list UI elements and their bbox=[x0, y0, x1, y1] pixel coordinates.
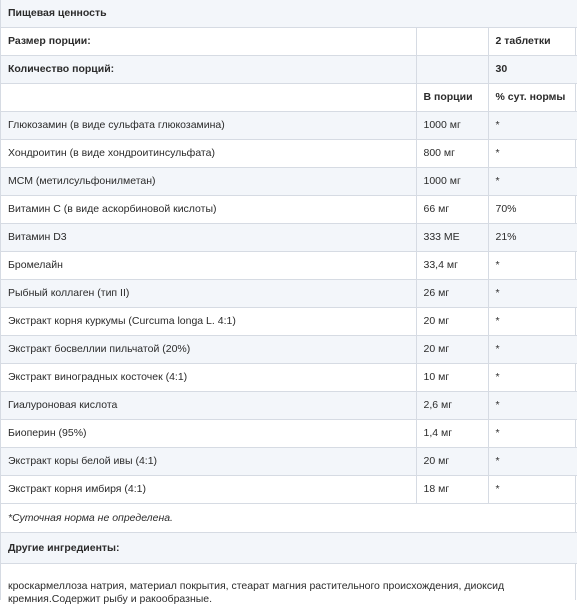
table-row bbox=[1, 140, 577, 168]
nutrient-daily-value: * bbox=[488, 140, 577, 168]
nutrient-name: МСМ (метилсульфонилметан) bbox=[1, 168, 416, 196]
serving-size-label: Размер порции: bbox=[1, 28, 416, 56]
nutrient-amount: 20 мг bbox=[416, 308, 488, 336]
nutrient-daily-value: * bbox=[488, 476, 577, 504]
column-header-row bbox=[1, 84, 577, 112]
nutrient-name: Экстракт корня имбиря (4:1) bbox=[1, 476, 416, 504]
table-row bbox=[1, 308, 577, 336]
nutrient-amount: 333 МЕ bbox=[416, 224, 488, 252]
nutrient-daily-value: 70% bbox=[488, 196, 577, 224]
nutrient-name: Бромелайн bbox=[1, 252, 416, 280]
nutrient-daily-value: * bbox=[488, 252, 577, 280]
nutrient-name: Экстракт виноградных косточек (4:1) bbox=[1, 364, 416, 392]
footnote: *Суточная норма не определена. bbox=[1, 504, 577, 533]
table-row bbox=[1, 448, 577, 476]
nutrient-name: Гиалуроновая кислота bbox=[1, 392, 416, 420]
nutrient-amount: 18 мг bbox=[416, 476, 488, 504]
nutrient-name: Экстракт босвеллии пильчатой (20%) bbox=[1, 336, 416, 364]
nutrient-amount: 2,6 мг bbox=[416, 392, 488, 420]
nutrient-amount: 26 мг bbox=[416, 280, 488, 308]
column-header-per-serving: В порции bbox=[416, 84, 488, 112]
nutrient-amount: 800 мг bbox=[416, 140, 488, 168]
serving-size-value: 2 таблетки bbox=[488, 28, 577, 56]
other-ingredients-heading-row bbox=[1, 533, 577, 564]
servings-count-label: Количество порций: bbox=[1, 56, 416, 84]
nutrition-table bbox=[1, 0, 577, 610]
table-row bbox=[1, 336, 577, 364]
nutrient-amount: 20 мг bbox=[416, 336, 488, 364]
nutrient-amount: 33,4 мг bbox=[416, 252, 488, 280]
column-header-daily-value: % сут. нормы bbox=[488, 84, 577, 112]
nutrient-daily-value: * bbox=[488, 448, 577, 476]
nutrient-name: Рыбный коллаген (тип II) bbox=[1, 280, 416, 308]
nutrient-daily-value: * bbox=[488, 308, 577, 336]
other-ingredients-text: кроскармеллоза натрия, материал покрытия, стеарат магния растительного происхождения, диоксид кремния.Содержит рыбу и ракообразные. bbox=[1, 564, 577, 610]
table-row bbox=[1, 112, 577, 140]
nutrient-daily-value: 21% bbox=[488, 224, 577, 252]
nutrient-name: Витамин C (в виде аскорбиновой кислоты) bbox=[1, 196, 416, 224]
nutrient-name: Хондроитин (в виде хондроитинсульфата) bbox=[1, 140, 416, 168]
table-row bbox=[1, 168, 577, 196]
other-ingredients-heading: Другие ингредиенты: bbox=[1, 533, 577, 564]
nutrient-name: Глюкозамин (в виде сульфата глюкозамина) bbox=[1, 112, 416, 140]
table-row bbox=[1, 364, 577, 392]
nutrient-daily-value: * bbox=[488, 336, 577, 364]
nutrient-daily-value: * bbox=[488, 420, 577, 448]
nutrient-daily-value: * bbox=[488, 112, 577, 140]
nutrient-name: Витамин D3 bbox=[1, 224, 416, 252]
servings-count-value: 30 bbox=[488, 56, 577, 84]
nutrient-amount: 20 мг bbox=[416, 448, 488, 476]
serving-size-row bbox=[1, 28, 577, 56]
table-title: Пищевая ценность bbox=[1, 0, 577, 28]
nutrient-name: Экстракт коры белой ивы (4:1) bbox=[1, 448, 416, 476]
nutrient-daily-value: * bbox=[488, 280, 577, 308]
nutrient-daily-value: * bbox=[488, 364, 577, 392]
nutrient-amount: 10 мг bbox=[416, 364, 488, 392]
nutrient-daily-value: * bbox=[488, 168, 577, 196]
nutrient-amount: 66 мг bbox=[416, 196, 488, 224]
nutrient-daily-value: * bbox=[488, 392, 577, 420]
nutrient-name: Экстракт корня куркумы (Curcuma longa L. 4:1) bbox=[1, 308, 416, 336]
nutrient-name: Биоперин (95%) bbox=[1, 420, 416, 448]
table-row bbox=[1, 280, 577, 308]
nutrient-amount: 1000 мг bbox=[416, 112, 488, 140]
table-row bbox=[1, 196, 577, 224]
servings-count-row bbox=[1, 56, 577, 84]
table-row bbox=[1, 252, 577, 280]
table-title-row bbox=[1, 0, 577, 28]
other-ingredients-row bbox=[1, 564, 577, 610]
nutrient-amount: 1,4 мг bbox=[416, 420, 488, 448]
table-row bbox=[1, 392, 577, 420]
nutrient-amount: 1000 мг bbox=[416, 168, 488, 196]
table-row bbox=[1, 476, 577, 504]
table-row bbox=[1, 420, 577, 448]
footnote-row bbox=[1, 504, 577, 533]
table-row bbox=[1, 224, 577, 252]
